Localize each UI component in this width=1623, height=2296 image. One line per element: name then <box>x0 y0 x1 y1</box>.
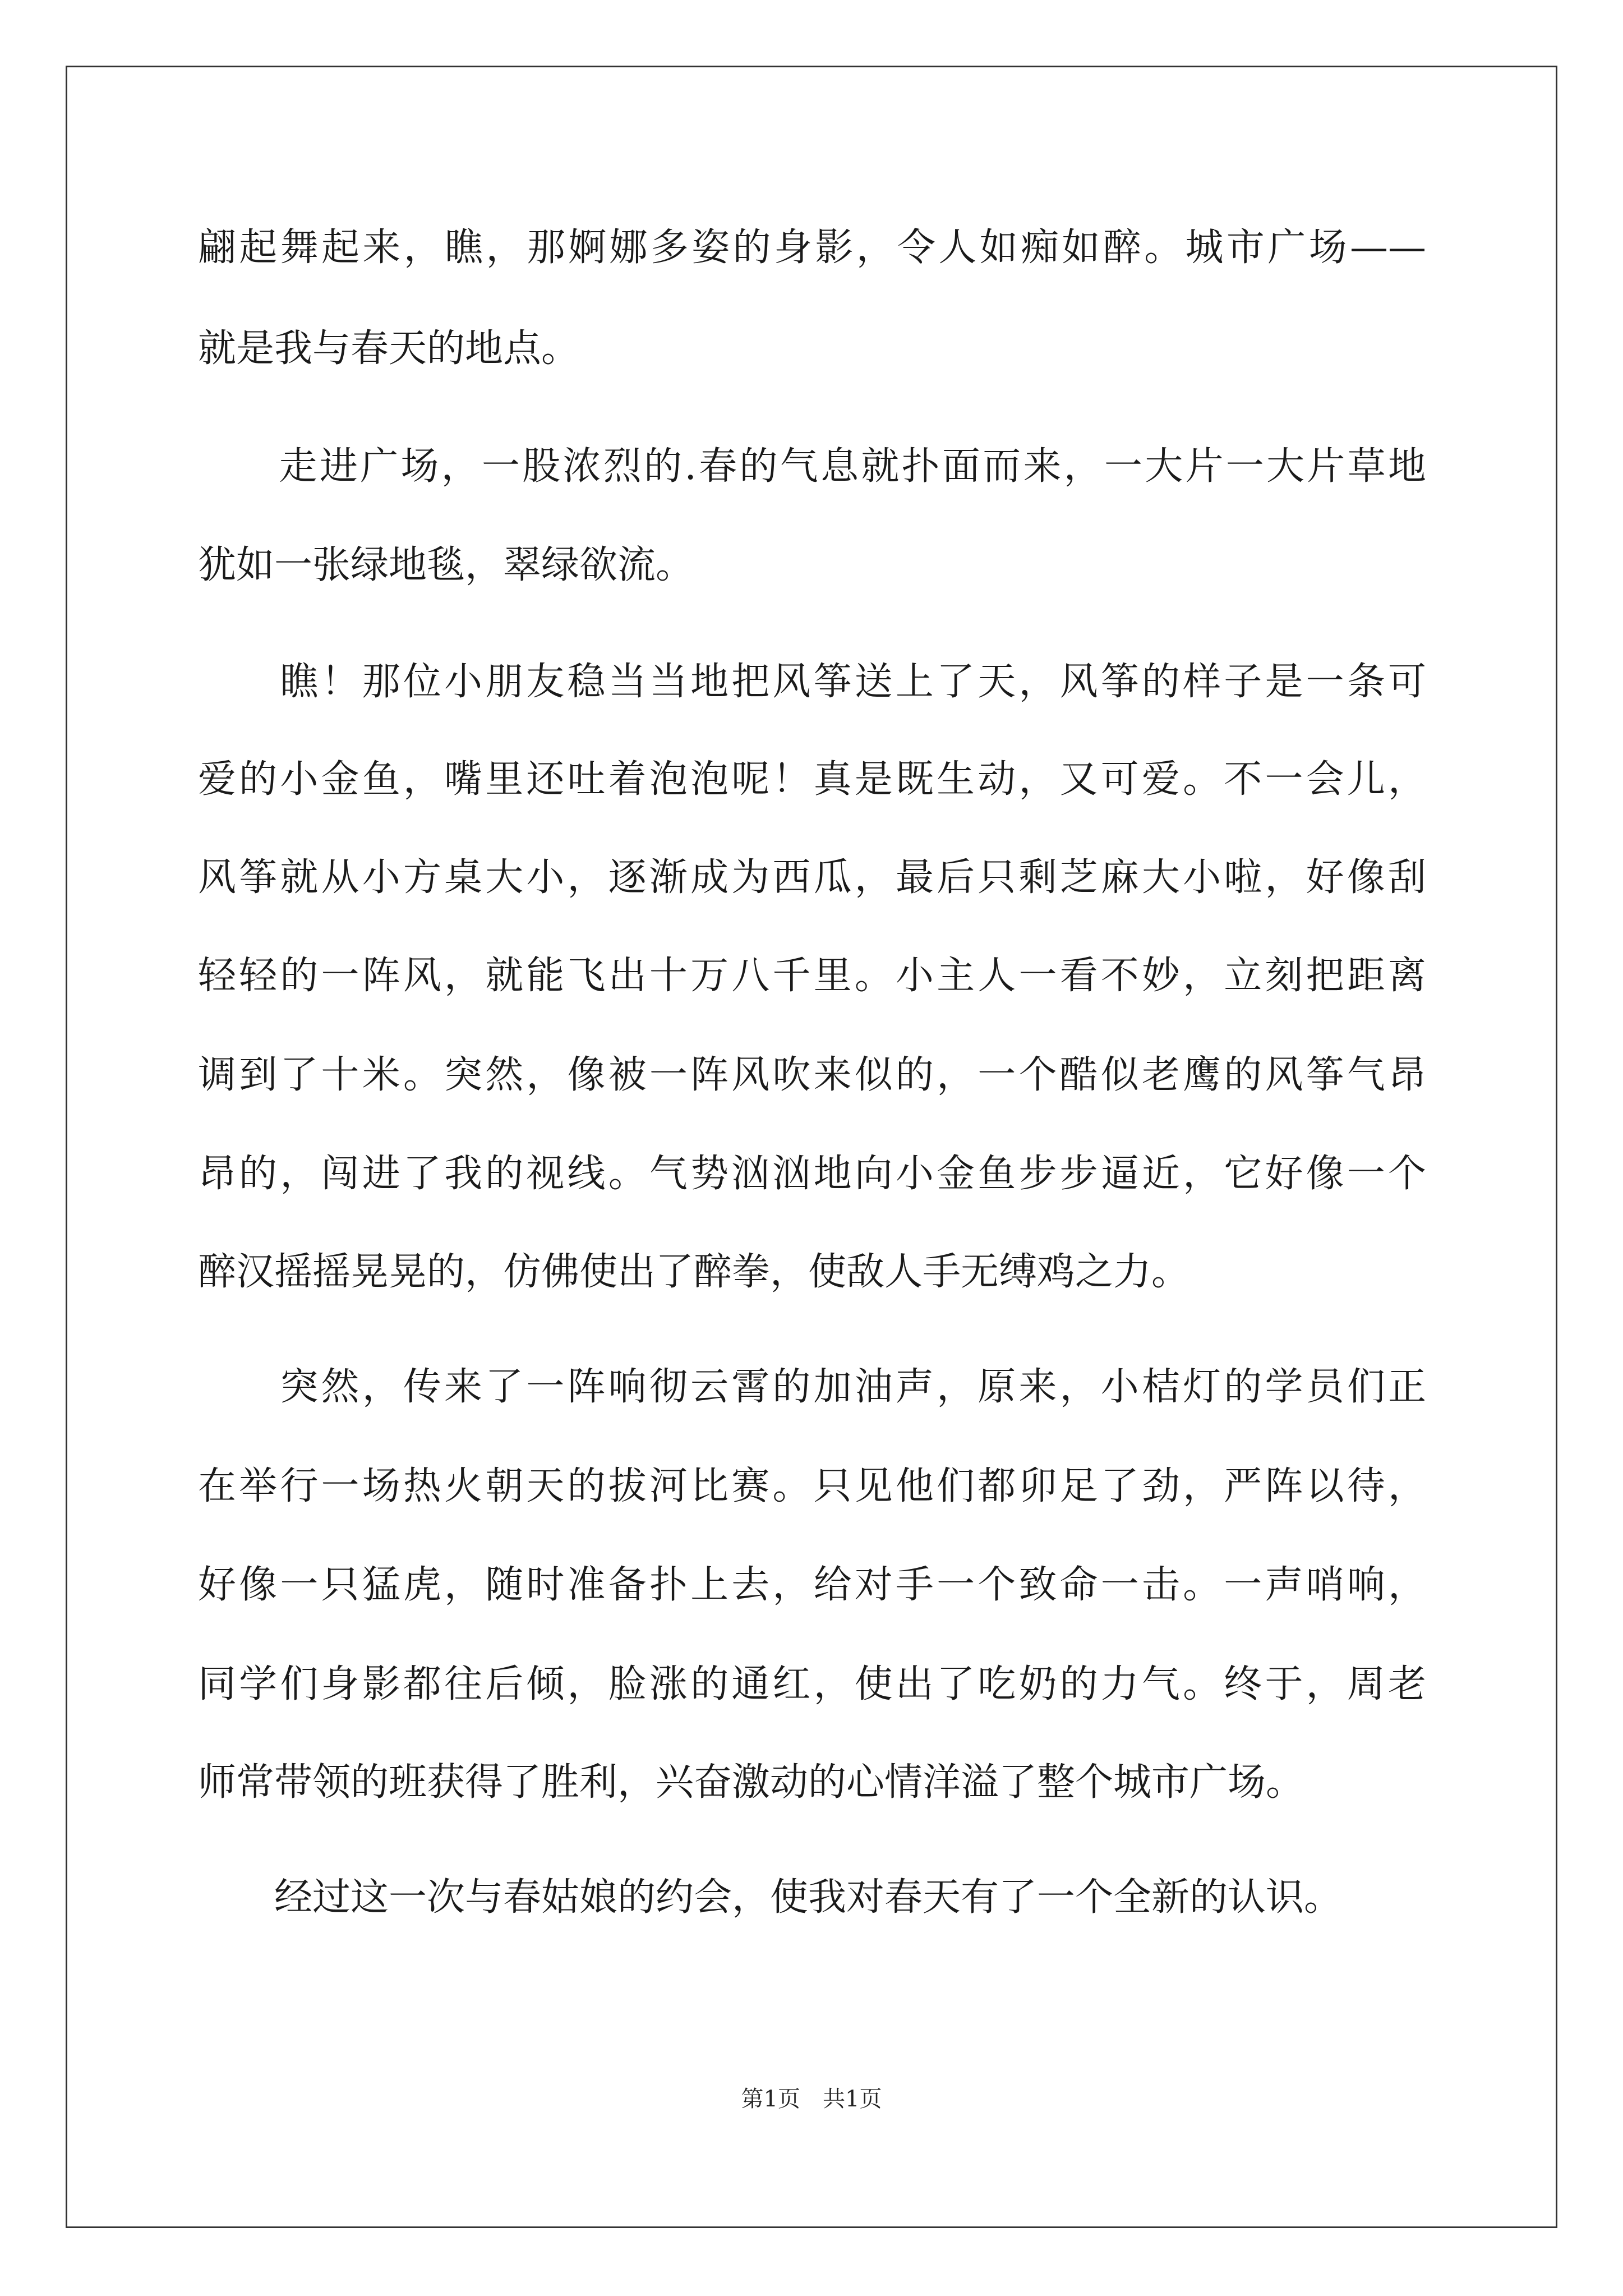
text-line: 昂的，闯进了我的视线。气势汹汹地向小金鱼步步逼近，它好像一个 <box>198 1152 1426 1196</box>
text-line: 走进广场，一股浓烈的.春的气息就扑面而来，一大片一大片草地 <box>198 444 1426 489</box>
text-line: 风筝就从小方桌大小，逐渐成为西瓜，最后只剩芝麻大小啦，好像刮 <box>198 855 1426 900</box>
text-line: 犹如一张绿地毯，翠绿欲流。 <box>198 543 694 587</box>
text-line: 突然，传来了一阵响彻云霄的加油声，原来，小桔灯的学员们正 <box>198 1365 1426 1409</box>
text-line: 翩起舞起来，瞧，那婀娜多姿的身影，令人如痴如醉。城市广场—— <box>198 226 1426 270</box>
text-line: 师常带领的班获得了胜利，兴奋激动的心情洋溢了整个城市广场。 <box>198 1760 1304 1805</box>
text-line: 瞧！那位小朋友稳当当地把风筝送上了天，风筝的样子是一条可 <box>198 660 1426 704</box>
text-line: 经过这一次与春姑娘的约会，使我对春天有了一个全新的认识。 <box>198 1875 1343 1920</box>
text-line: 就是我与春天的地点。 <box>198 326 580 371</box>
text-line: 在举行一场热火朝天的拔河比赛。只见他们都卯足了劲，严阵以待， <box>198 1464 1426 1508</box>
text-line: 爱的小金鱼，嘴里还吐着泡泡呢！真是既生动，又可爱。不一会儿， <box>198 757 1426 802</box>
page-number-footer: 第1页 共1页 <box>741 2086 882 2112</box>
text-line: 调到了十米。突然，像被一阵风吹来似的，一个酷似老鹰的风筝气昂 <box>198 1053 1426 1097</box>
text-line: 轻轻的一阵风，就能飞出十万八千里。小主人一看不妙，立刻把距离 <box>198 954 1426 998</box>
text-line: 同学们身影都往后倾，脸涨的通红，使出了吃奶的力气。终于，周老 <box>198 1662 1426 1706</box>
text-line: 好像一只猛虎，随时准备扑上去，给对手一个致命一击。一声哨响， <box>198 1563 1426 1607</box>
text-line: 醉汉摇摇晃晃的，仿佛使出了醉拳，使敌人手无缚鸡之力。 <box>198 1250 1190 1294</box>
